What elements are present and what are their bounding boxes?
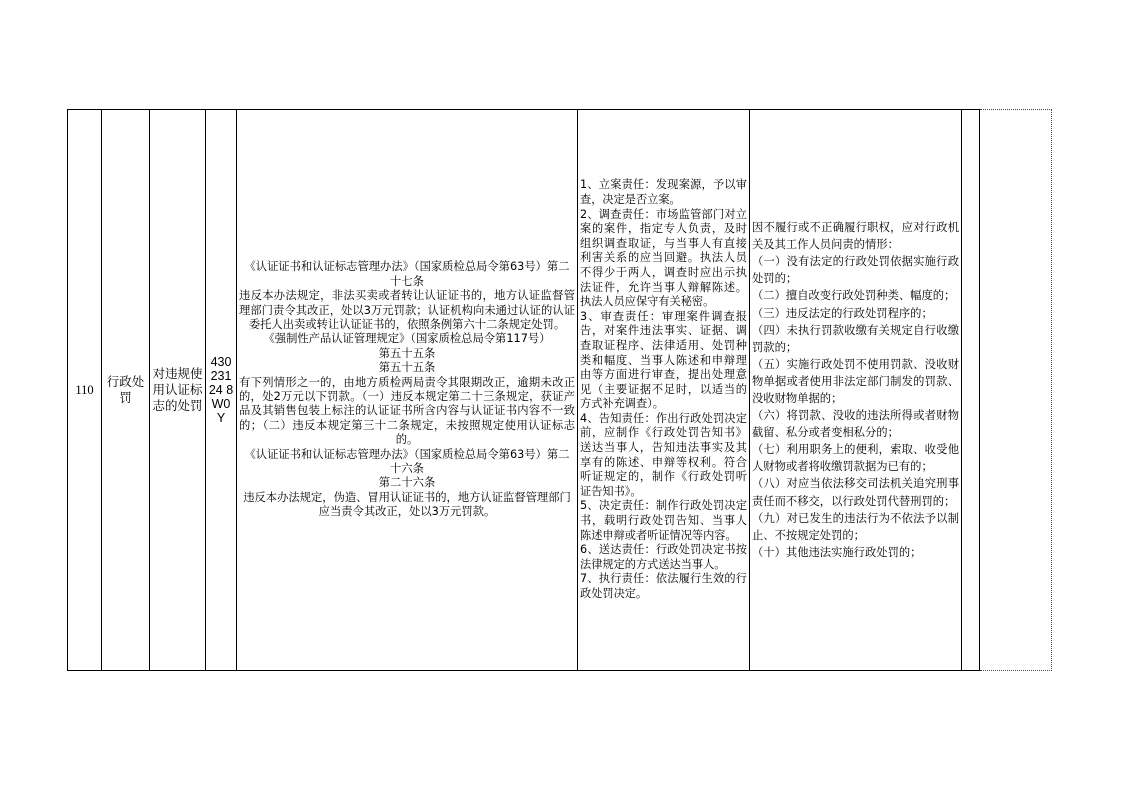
power-item-name: 对违规使用认证标志的处罚 <box>150 110 206 671</box>
legal-basis-line: 有下列情形之一的，由地方质检两局责令其限期改正，逾期未改正的，处2万元以下罚款。（一）违反本规定第二十三条规定，获证产品及其销售包装上标注的认证证书所含内容与认证证书内容不一致的；（二）违反本规定第三十二条规定，未按照规定使用认证标志的。 <box>239 375 575 447</box>
responsibility-item: 4、告知责任：作出行政处罚决定前，应制作《行政处罚告知书》送达当事人，告知违法事实及其享有的陈述、申辩等权利。符合听证规定的，制作《行政处罚听证告知书》。 <box>580 411 747 498</box>
remarks-cell <box>962 110 980 671</box>
responsibility-item: 3、审查责任：审理案件调查报告，对案件违法事实、证据、调查取证程序、法律适用、处罚种类和幅度、当事人陈述和申辩理由等方面进行审查，提出处理意见（主要证据不足时，以适当的方式补充调查）。 <box>580 309 747 411</box>
responsibility-item: 7、执行责任：依法履行生效的行政处罚决定。 <box>580 572 747 601</box>
accountability-item: （八）对应当依法移交司法机关追究刑事责任而不移交，以行政处罚代替刑罚的； <box>752 477 959 508</box>
responsibility-item: 5、决定责任：制作行政处罚决定书，载明行政处罚告知、当事人陈述申辩或者听证情况等内容。 <box>580 499 747 542</box>
responsibility-item: 6、送达责任：行政处罚决定书按法律规定的方式送达当事人。 <box>580 543 747 571</box>
accountability-item: 因不履行或不正确履行职权，应对行政机关及其工作人员问责的情形： <box>752 221 959 252</box>
accountability-cell <box>750 110 962 671</box>
accountability-item: （一）没有法定的行政处罚依据实施行政处罚的； <box>752 255 959 286</box>
accountability-item: （四）未执行罚款收缴有关规定自行收缴罚款的； <box>752 323 959 354</box>
accountability-item: （五）实施行政处罚不使用罚款、没收财物单据或者使用非法定部门制发的罚款、没收财物单据的； <box>752 357 959 405</box>
row-number: 110 <box>68 110 102 671</box>
responsibilities-cell <box>578 110 750 671</box>
legal-basis-cell <box>237 110 578 671</box>
table-row <box>68 110 980 671</box>
accountability-item: （三）违反法定的行政处罚程序的； <box>752 306 933 320</box>
legal-basis-line: 违反本办法规定，非法买卖或者转让认证证书的，地方认证监督管理部门责令其改正，处以3万元罚款；认证机构向未通过认证的认证委托人出卖或转让认证证书的，依照条例第六十二条规定处罚。 <box>239 289 575 331</box>
legal-basis-line: 《强制性产品认证管理规定》（国家质检总局令第117号） <box>263 332 551 346</box>
power-category: 行政处罚 <box>102 110 150 671</box>
responsibility-item: 1、立案责任：发现案源，予以审查，决定是否立案。 <box>580 178 747 206</box>
legal-basis-line: 违反本办法规定，伪造、冒用认证证书的，地方认证监督管理部门应当责令其改正，处以3万元罚款。 <box>243 490 571 519</box>
responsibility-item: 2、调查责任：市场监管部门对立案的案件，指定专人负责，及时组织调查取证，与当事人有直接利害关系的应当回避。执法人员不得少于两人，调查时应出示执法证件，允许当事人辩解陈述。执法人员应保守有关秘密。 <box>580 207 747 309</box>
accountability-item: （二）擅自改变行政处罚种类、幅度的； <box>752 289 956 303</box>
power-list-table <box>67 109 980 671</box>
print-area-guide <box>980 109 1052 671</box>
legal-basis-line: 《认证证书和认证标志管理办法》（国家质检总局令第63号）第二十七条 <box>244 260 570 288</box>
power-code: 43023124 8W0Y <box>206 110 237 671</box>
legal-basis-line: 《认证证书和认证标志管理办法》（国家质检总局令第63号）第二十六条 <box>244 447 570 476</box>
accountability-item: （六）将罚款、没收的违法所得或者财物截留、私分或者变相私分的； <box>752 409 959 440</box>
legal-basis-line: 第五十五条 <box>378 346 436 360</box>
accountability-item: （十）其他违法实施行政处罚的； <box>752 545 922 559</box>
legal-basis-line: 第五十五条 <box>378 361 436 375</box>
legal-basis-line: 第二十六条 <box>378 476 436 490</box>
accountability-item: （九）对已发生的违法行为不依法予以制止、不按规定处罚的； <box>752 511 959 542</box>
accountability-item: （七）利用职务上的便利，索取、收受他人财物或者将收缴罚款据为已有的； <box>752 443 959 474</box>
